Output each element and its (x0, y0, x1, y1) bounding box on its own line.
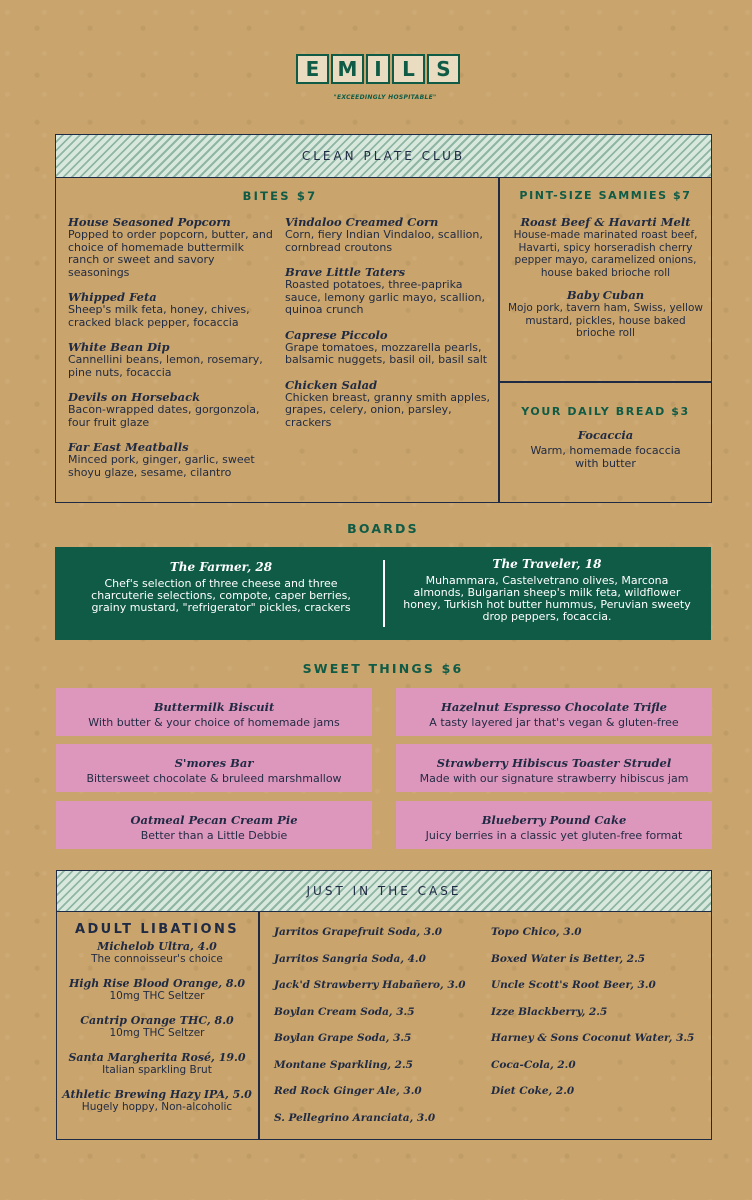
sammies-column (508, 216, 703, 340)
menu-item (285, 216, 492, 254)
menu-item (285, 329, 492, 367)
drink-item: Jarritos Grapefruit Soda, 3.0 (274, 926, 443, 938)
item-desc: Grape tomatoes, mozzarella pearls, balsamic nuggets, basil oil, basil salt (285, 340, 488, 366)
sweet-item (396, 688, 712, 736)
libation-item (58, 977, 256, 1002)
item-name: Michelob Ultra, 4.0 (97, 940, 217, 953)
clean-plate-club-banner (56, 135, 711, 178)
item-desc: Chicken breast, granny smith apples, grapes, celery, onion, parsley, crackers (285, 390, 491, 429)
bites-left-column (68, 216, 274, 479)
drink-item: Boylan Cream Soda, 3.5 (274, 1005, 415, 1018)
item-name: S'mores Bar (174, 756, 254, 770)
sweet-item (56, 688, 372, 736)
item-name: Blueberry Pound Cake (481, 813, 627, 827)
item-desc: With butter & your choice of homemade jams (88, 716, 340, 729)
column-divider (498, 177, 500, 503)
item-desc: Roasted potatoes, three-paprika sauce, lemony garlic mayo, scallion, quinoa crunch (285, 278, 485, 316)
logo-letter: S (427, 54, 460, 84)
boards-panel (55, 547, 711, 640)
item-name: Far East Meatballs (68, 440, 189, 454)
item-desc: Mojo pork, tavern ham, Swiss, yellow mustard, pickles, house baked brioche roll (508, 302, 703, 339)
board-name: The Farmer, 28 (169, 560, 273, 574)
item-desc: 10mg THC Seltzer (109, 990, 205, 1002)
item-name: Buttermilk Biscuit (153, 700, 275, 714)
just-in-the-case-title: JUST IN THE CASE (306, 884, 462, 898)
bites-right-column (285, 216, 492, 429)
logo-letter: E (296, 54, 329, 84)
item-desc: Popped to order popcorn, butter, and choice of homemade buttermilk ranch or sweet and savory seasonings (68, 228, 273, 279)
drinks-column-2 (491, 926, 706, 1112)
libations-column (58, 922, 256, 1113)
item-desc: 10mg THC Seltzer (109, 1027, 205, 1039)
sweet-item (396, 801, 712, 849)
menu-item (68, 291, 274, 329)
boards-heading: BOARDS (347, 521, 419, 536)
board-divider (383, 560, 385, 627)
item-name: High Rise Blood Orange, 8.0 (68, 977, 246, 990)
drink-item: Boylan Grape Soda, 3.5 (274, 1032, 412, 1044)
item-name: Chicken Salad (285, 377, 378, 392)
libations-heading: ADULT LIBATIONS (74, 922, 239, 937)
item-desc: Made with our signature strawberry hibiscus jam (419, 772, 689, 785)
item-name: Athletic Brewing Hazy IPA, 5.0 (62, 1088, 252, 1101)
sweet-heading: SWEET THINGS $6 (302, 661, 464, 676)
item-desc: Cannellini beans, lemon, rosemary, pine nuts, focaccia (68, 353, 263, 379)
board-item (399, 557, 695, 623)
item-name: Hazelnut Espresso Chocolate Trifle (441, 700, 667, 714)
item-desc: Bittersweet chocolate & bruleed marshmallow (86, 772, 342, 785)
item-name: Brave Little Taters (285, 265, 406, 279)
item-desc: Sheep's milk feta, honey, chives, cracked black pepper, focaccia (68, 303, 250, 329)
drink-item: Uncle Scott's Root Beer, 3.0 (491, 979, 656, 991)
bread-item (512, 429, 699, 470)
libation-item (58, 940, 256, 965)
bread-heading: YOUR DAILY BREAD $3 (521, 405, 690, 418)
item-name: Cantrip Orange THC, 8.0 (80, 1014, 234, 1027)
item-name: Strawberry Hibiscus Toaster Strudel (436, 756, 672, 770)
sweet-item (396, 744, 712, 792)
item-desc: Italian sparkling Brut (102, 1064, 212, 1076)
item-desc: A tasty layered jar that's vegan & gluten-free (429, 716, 679, 729)
clean-plate-club-title: CLEAN PLATE CLUB (301, 149, 466, 163)
row-divider (498, 381, 711, 383)
drink-item: S. Pellegrino Aranciata, 3.0 (274, 1111, 436, 1124)
drink-item: Jarritos Sangria Soda, 4.0 (274, 952, 426, 965)
menu-item (68, 216, 274, 279)
tagline: "EXCEEDINGLY HOSPITABLE" (333, 94, 437, 101)
just-in-the-case-banner (57, 871, 711, 912)
drink-item: Diet Coke, 2.0 (491, 1085, 575, 1097)
drink-item: Izze Blackberry, 2.5 (491, 1005, 608, 1018)
menu-item (285, 266, 492, 317)
drink-item: Boxed Water is Better, 2.5 (491, 952, 646, 965)
emils-logo (296, 54, 462, 86)
logo-letter: M (331, 54, 364, 84)
libation-item (58, 1014, 256, 1039)
drink-item: Jack'd Strawberry Habañero, 3.0 (274, 979, 466, 991)
item-name: Caprese Piccolo (285, 327, 388, 342)
logo-letter: L (392, 54, 425, 84)
item-name: Focaccia (577, 428, 634, 442)
board-item (75, 560, 367, 614)
logo-letter: I (366, 54, 390, 84)
item-name: Santa Margherita Rosé, 19.0 (68, 1051, 246, 1064)
item-desc: House-made marinated roast beef, Havarti, spicy horseradish cherry pepper mayo, caramelized onions, house baked brioche roll (513, 229, 698, 279)
item-name: White Bean Dip (68, 340, 170, 354)
board-desc: Chef's selection of three cheese and three charcuterie selections, compote, caper berries, grainy mustard, "refrigerator" pickles, crackers (91, 577, 351, 614)
item-desc: Bacon-wrapped dates, gorgonzola, four fruit glaze (68, 403, 260, 429)
case-column-divider (258, 911, 260, 1140)
board-desc: Muhammara, Castelvetrano olives, Marcona almonds, Bulgarian sheep's milk feta, wildflower honey, Turkish hot butter hummus, Peruvian sweety drop peppers, focaccia. (403, 574, 691, 623)
item-name: Roast Beef & Havarti Melt (520, 215, 691, 229)
item-name: Whipped Feta (68, 290, 157, 304)
drinks-column-1 (274, 926, 484, 1138)
item-desc: Better than a Little Debbie (140, 829, 288, 842)
item-name: House Seasoned Popcorn (68, 215, 231, 229)
item-desc: Juicy berries in a classic yet gluten-free format (425, 829, 683, 842)
menu-item (68, 441, 274, 479)
menu-item (68, 391, 274, 429)
board-name: The Traveler, 18 (492, 557, 602, 571)
sammies-heading: PINT-SIZE SAMMIES $7 (519, 189, 692, 202)
item-desc: Warm, homemade focaccia with butter (530, 444, 681, 470)
menu-item (68, 341, 274, 379)
libation-item (58, 1088, 256, 1113)
drink-item: Coca-Cola, 2.0 (491, 1058, 576, 1071)
menu-item (508, 289, 703, 340)
item-desc: The connoisseur's choice (91, 953, 223, 965)
item-name: Devils on Horseback (68, 390, 201, 404)
drink-item: Topo Chico, 3.0 (491, 926, 582, 938)
sweet-item (56, 744, 372, 792)
item-desc: Minced pork, ginger, garlic, sweet shoyu glaze, sesame, cilantro (68, 453, 255, 479)
drink-item: Montane Sparkling, 2.5 (274, 1058, 413, 1071)
item-name: Oatmeal Pecan Cream Pie (130, 813, 298, 827)
bites-heading: BITES $7 (242, 189, 318, 203)
libation-item (58, 1051, 256, 1076)
sweet-item (56, 801, 372, 849)
item-desc: Hugely hoppy, Non-alcoholic (81, 1101, 233, 1113)
menu-item (508, 216, 703, 279)
menu-item (285, 379, 492, 430)
item-desc: Corn, fiery Indian Vindaloo, scallion, cornbread croutons (285, 228, 483, 254)
item-name: Baby Cuban (566, 288, 645, 302)
drink-item: Red Rock Ginger Ale, 3.0 (274, 1085, 422, 1097)
drink-item: Harney & Sons Coconut Water, 3.5 (491, 1032, 695, 1044)
item-name: Vindaloo Creamed Corn (285, 215, 439, 229)
